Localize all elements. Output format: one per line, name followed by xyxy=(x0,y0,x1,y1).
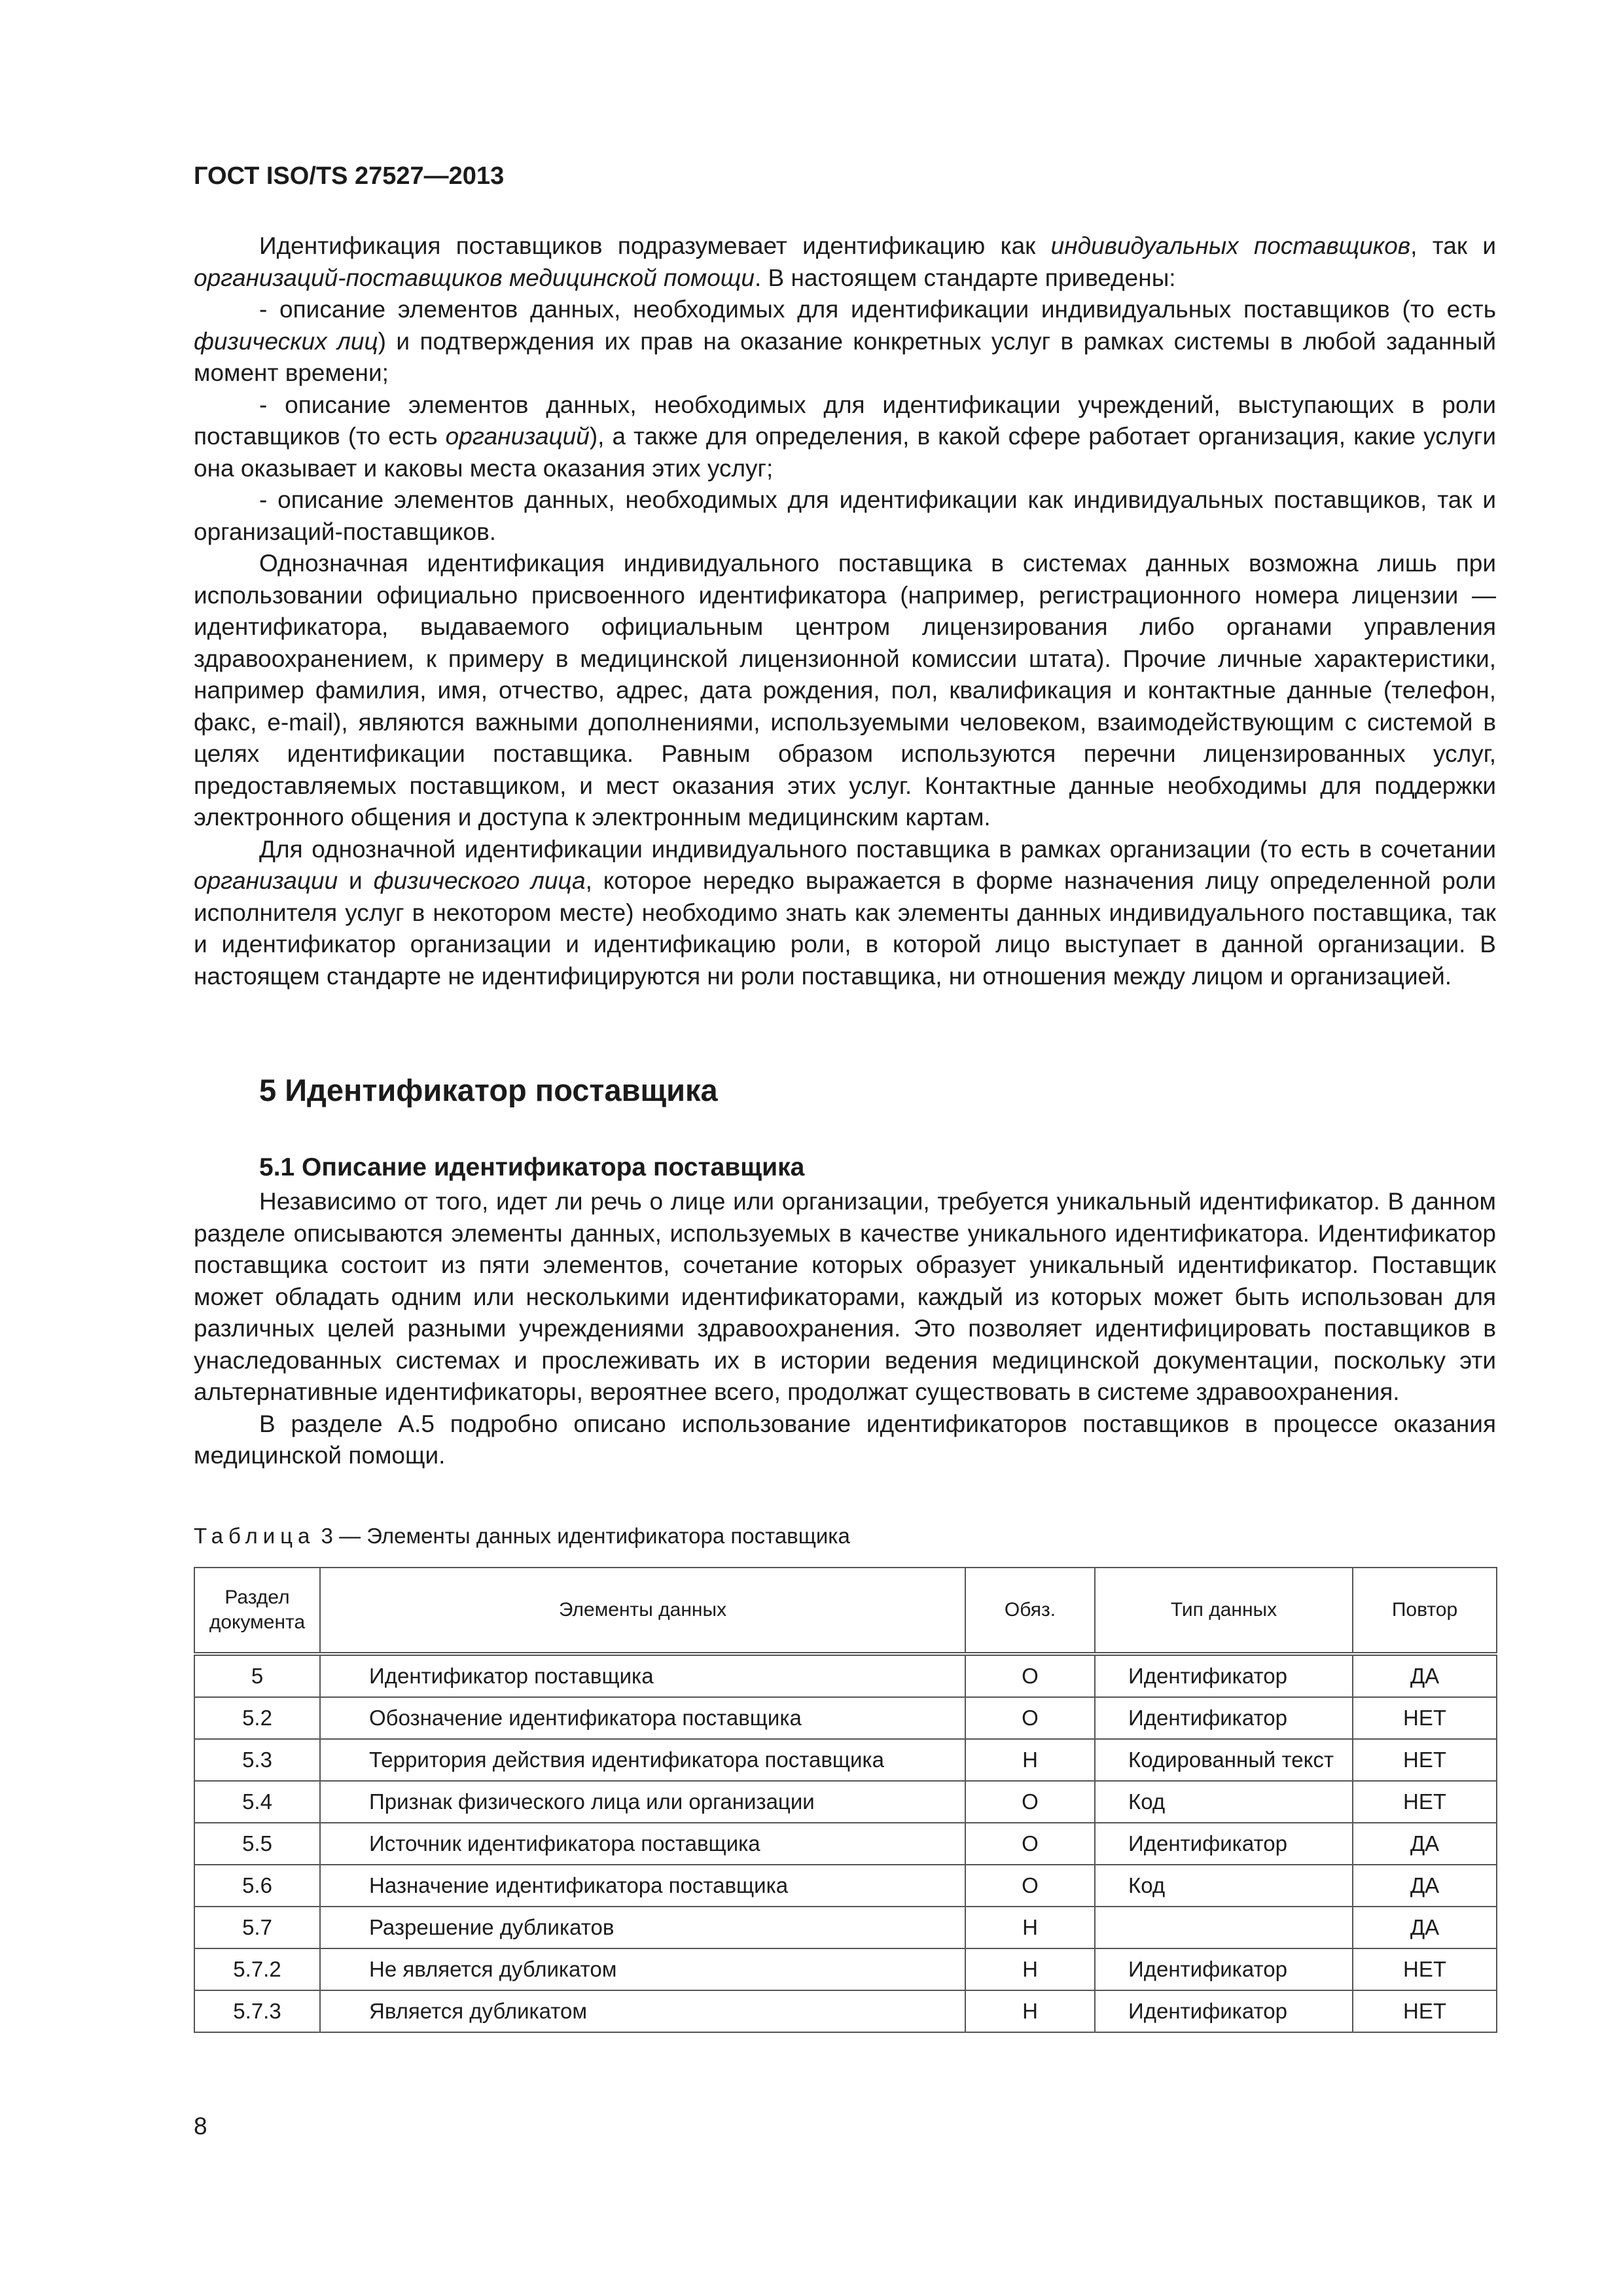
italic-term: организаций-поставщиков медицинской помощи xyxy=(194,264,755,291)
table-caption-label: Таблица xyxy=(194,1524,315,1548)
cell-type: Код xyxy=(1095,1865,1353,1907)
cell-required: О xyxy=(965,1697,1095,1739)
cell-section: 5.6 xyxy=(194,1865,320,1907)
cell-section: 5.3 xyxy=(194,1739,320,1781)
section-heading: 5 Идентификатор поставщика xyxy=(259,1073,718,1107)
table-row xyxy=(194,1865,1497,1907)
cell-element: Назначение идентификатора поставщика xyxy=(320,1865,965,1907)
table-row xyxy=(194,1907,1497,1948)
text-run: - описание элементов данных, необходимых для идентификации индивидуальных поставщиков (то есть xyxy=(259,296,1496,323)
list-item: - описание элементов данных, необходимых для идентификации как индивидуальных поставщиков, так и организаций-поставщиков. xyxy=(194,486,1496,545)
cell-section: 5.7 xyxy=(194,1907,320,1948)
header-required: Обяз. xyxy=(965,1568,1095,1654)
cell-required: О xyxy=(965,1654,1095,1697)
cell-type: Кодированный текст xyxy=(1095,1739,1353,1781)
italic-term: индивидуальных поставщиков xyxy=(1050,232,1411,259)
cell-required: Н xyxy=(965,1907,1095,1948)
header-section: Раздел документа xyxy=(194,1568,320,1654)
cell-element: Источник идентификатора поставщика xyxy=(320,1823,965,1865)
table-caption xyxy=(194,1524,850,1549)
cell-required: Н xyxy=(965,1990,1095,2032)
cell-element: Не является дубликатом xyxy=(320,1948,965,1990)
cell-repeat: ДА xyxy=(1353,1865,1497,1907)
italic-term: организации xyxy=(194,867,338,894)
cell-repeat: ДА xyxy=(1353,1907,1497,1948)
cell-type: Идентификатор xyxy=(1095,1990,1353,2032)
cell-type: Код xyxy=(1095,1781,1353,1823)
body-paragraph: Независимо от того, идет ли речь о лице или организации, требуется уникальный идентификатор. В данном разделе описываются элементы данных, используемых в качестве уникального идентификатора. Идентификатор поставщика состоит из пяти элементов, сочетание которых образует уникальный идентификатор. Поставщик может обладать одним или несколькими идентификаторами, каждый из которых может быть использован для различных целей разными учреждениями здравоохранения. Это позволяет идентифицировать поставщиков в унаследованных системах и прослеживать их в истории ведения медицинской документации, поскольку эти альтернативные идентификаторы, вероятнее всего, продолжат существовать в системе здравоохранения. xyxy=(194,1188,1496,1405)
table-row xyxy=(194,1654,1497,1697)
cell-type: Идентификатор xyxy=(1095,1697,1353,1739)
page-number: 8 xyxy=(194,2113,207,2140)
list-item xyxy=(194,294,1496,389)
cell-type xyxy=(1095,1907,1353,1948)
body-paragraph: В разделе А.5 подробно описано использование идентификаторов поставщиков в процессе оказания медицинской помощи. xyxy=(194,1410,1496,1469)
table-body xyxy=(194,1654,1497,2032)
table-row xyxy=(194,1823,1497,1865)
cell-element: Территория действия идентификатора поставщика xyxy=(320,1739,965,1781)
cell-element: Обозначение идентификатора поставщика xyxy=(320,1697,965,1739)
header-element: Элементы данных xyxy=(320,1568,965,1654)
cell-repeat: НЕТ xyxy=(1353,1781,1497,1823)
cell-section: 5.5 xyxy=(194,1823,320,1865)
cell-repeat: НЕТ xyxy=(1353,1697,1497,1739)
body-paragraph: Однозначная идентификация индивидуального поставщика в системах данных возможна лишь при использовании официально присвоенного идентификатора (например, регистрационного номера лицензии — идентификатора, выдаваемого официальным центром лицензирования либо органами управления здравоохранением, к примеру в медицинской лицензионной комиссии штата). Прочие личные характеристики, например фамилия, имя, отчество, адрес, дата рождения, пол, квалификация и контактные данные (телефон, факс, e-mail), являются важными дополнениями, используемыми человеком, взаимодействующим с системой в целях идентификации поставщика. Равным образом используются перечни лицензированных услуг, предоставляемых поставщиком, и мест оказания этих услуг. Контактные данные необходимы для поддержки электронного общения и доступа к электронным медицинским картам. xyxy=(194,550,1496,831)
cell-section: 5.2 xyxy=(194,1697,320,1739)
cell-type: Идентификатор xyxy=(1095,1823,1353,1865)
data-elements-table xyxy=(194,1567,1497,2033)
table-row xyxy=(194,1990,1497,2032)
cell-section: 5.4 xyxy=(194,1781,320,1823)
header-repeat: Повтор xyxy=(1353,1568,1497,1654)
text-run: . В настоящем стандарте приведены: xyxy=(754,264,1176,291)
table-row xyxy=(194,1781,1497,1823)
cell-required: Н xyxy=(965,1739,1095,1781)
cell-repeat: ДА xyxy=(1353,1654,1497,1697)
cell-required: О xyxy=(965,1823,1095,1865)
list-item xyxy=(194,389,1496,485)
intro-paragraph xyxy=(194,230,1496,294)
cell-section: 5 xyxy=(194,1654,320,1697)
cell-element: Признак физического лица или организации xyxy=(320,1781,965,1823)
cell-repeat: НЕТ xyxy=(1353,1990,1497,2032)
text-run: , так и xyxy=(1410,232,1496,259)
cell-type: Идентификатор xyxy=(1095,1654,1353,1697)
text-run: , которое нередко выражается в форме назначения лицу определенной роли исполнителя услуг в некотором месте) необходимо знать как элементы данных индивидуального поставщика, так и идентификатор организации и идентификацию роли, в которой лицо выступает в данной организации. В настоящем стандарте не идентифицируются ни роли поставщика, ни отношения между лицом и организацией. xyxy=(194,867,1496,990)
cell-required: Н xyxy=(965,1948,1095,1990)
cell-type: Идентификатор xyxy=(1095,1948,1353,1990)
section-text xyxy=(194,1186,1496,1472)
intro-text xyxy=(194,230,1496,992)
italic-term: физических лиц xyxy=(194,327,378,355)
italic-term: физического лица xyxy=(373,867,586,894)
text-run: ), а также для определения, в какой сфере работает организация, какие услуги она оказывает и каковы места оказания этих услуг; xyxy=(194,423,1496,482)
cell-section: 5.7.3 xyxy=(194,1990,320,2032)
cell-required: О xyxy=(965,1865,1095,1907)
italic-term: организаций xyxy=(445,423,590,450)
subsection-heading: 5.1 Описание идентификатора поставщика xyxy=(259,1153,805,1181)
text-run: Идентификация поставщиков подразумевает идентификацию как xyxy=(259,232,1051,259)
text-run: и xyxy=(338,867,374,894)
header-type: Тип данных xyxy=(1095,1568,1353,1654)
standard-header: ГОСТ ISO/TS 27527—2013 xyxy=(194,162,505,190)
table-caption-text: 3 — Элементы данных идентификатора поставщика xyxy=(315,1524,850,1548)
text-run: Для однозначной идентификации индивидуального поставщика в рамках организации (то есть в сочетании xyxy=(259,835,1496,863)
cell-repeat: НЕТ xyxy=(1353,1948,1497,1990)
table-row xyxy=(194,1697,1497,1739)
table-row xyxy=(194,1948,1497,1990)
table-row xyxy=(194,1739,1497,1781)
cell-repeat: НЕТ xyxy=(1353,1739,1497,1781)
cell-element: Является дубликатом xyxy=(320,1990,965,2032)
cell-element: Разрешение дубликатов xyxy=(320,1907,965,1948)
text-run: ) и подтверждения их прав на оказание конкретных услуг в рамках системы в любой заданный момент времени; xyxy=(194,327,1496,386)
body-paragraph xyxy=(194,834,1496,993)
table-header-row xyxy=(194,1568,1497,1654)
cell-section: 5.7.2 xyxy=(194,1948,320,1990)
cell-element: Идентификатор поставщика xyxy=(320,1654,965,1697)
cell-repeat: ДА xyxy=(1353,1823,1497,1865)
text-run: - описание элементов данных, необходимых для идентификации учреждений, выступающих в роли поставщиков (то есть xyxy=(194,391,1496,450)
cell-required: О xyxy=(965,1781,1095,1823)
